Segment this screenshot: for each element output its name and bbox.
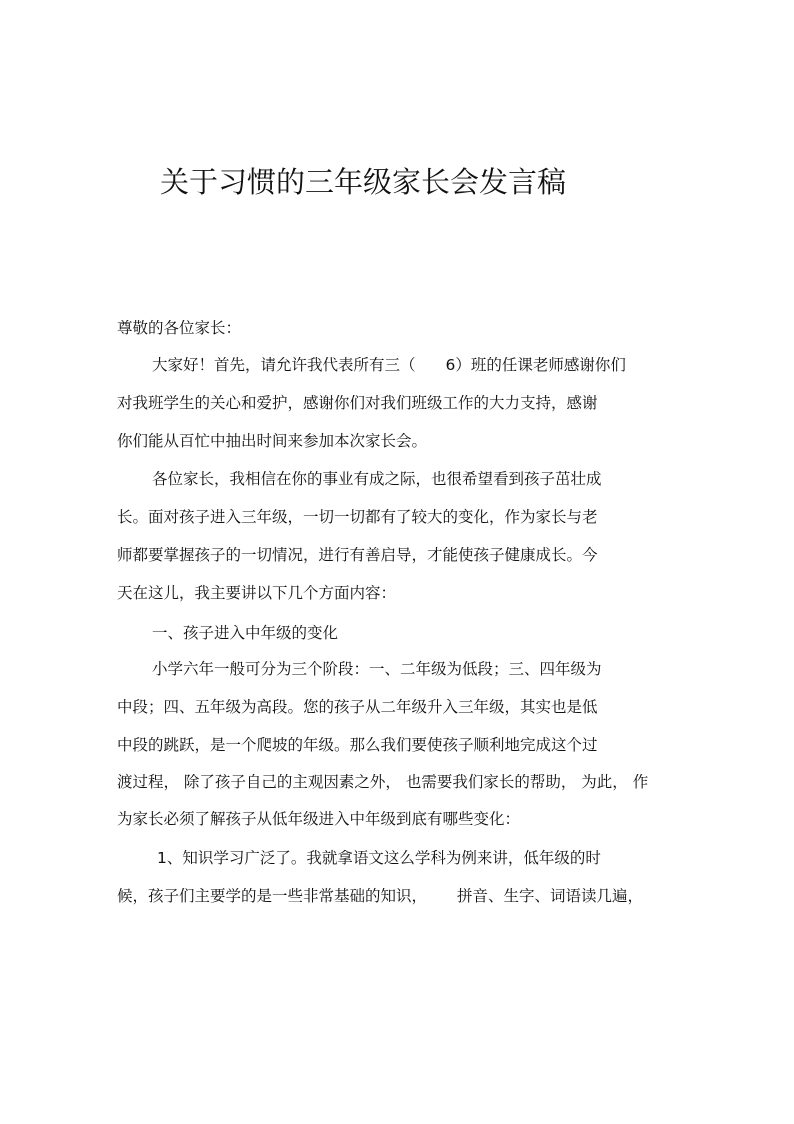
paragraph-line: 为家长必须了解孩子从低年级进入中年级到底有哪些变化： — [117, 810, 521, 828]
salutation: 尊敬的各位家长： — [117, 319, 242, 337]
paragraph-line: 天在这儿，我主要讲以下几个方面内容： — [117, 584, 397, 602]
paragraph-line: 你们能从百忙中抽出时间来参加本次家长会。 — [117, 432, 428, 450]
text-fragment: 候，孩子们主要学的是一些非常基础的知识， — [117, 887, 428, 905]
section-heading: 一、孩子进入中年级的变化 — [152, 624, 339, 642]
paragraph-line: 对我班学生的关心和爱护，感谢你们对我们班级工作的大力支持，感谢 — [117, 394, 598, 412]
text-fragment: 大家好！首先，请允许我代表所有三（ — [152, 356, 416, 374]
paragraph-line: 师都要掌握孩子的一切情况，进行有善启导，才能使孩子健康成长。今 — [117, 546, 598, 564]
paragraph-line — [152, 355, 626, 375]
paragraph-line: 各位家长，我相信在你的事业有成之际，也很希望看到孩子茁壮成 — [152, 470, 602, 488]
paragraph-line: 中段；四、五年级为高段。您的孩子从二年级升入三年级，其实也是低 — [117, 698, 598, 716]
paragraph-line: 中段的跳跃，是一个爬坡的年级。那么我们要使孩子顺利地完成这个过 — [117, 736, 598, 754]
text-fragment: 6）班的任课老师感谢你们 — [445, 356, 626, 374]
paragraph-line — [117, 886, 643, 906]
paragraph-line: 长。面对孩子进入三年级，一切一切都有了较大的变化，作为家长与老 — [117, 508, 598, 526]
paragraph-line: 小学六年一般可分为三个阶段：一、二年级为低段；三、四年级为 — [152, 660, 602, 678]
paragraph-line: 渡过程， 除了孩子自己的主观因素之外， 也需要我们家长的帮助， 为此， 作 — [117, 773, 649, 791]
paragraph-line: 1、知识学习广泛了。我就拿语文这么学科为例来讲，低年级的时 — [157, 849, 601, 867]
text-fragment: 拼音、生字、词语读几遍， — [457, 887, 644, 905]
document-title: 关于习惯的三年级家长会发言稿 — [160, 165, 567, 199]
